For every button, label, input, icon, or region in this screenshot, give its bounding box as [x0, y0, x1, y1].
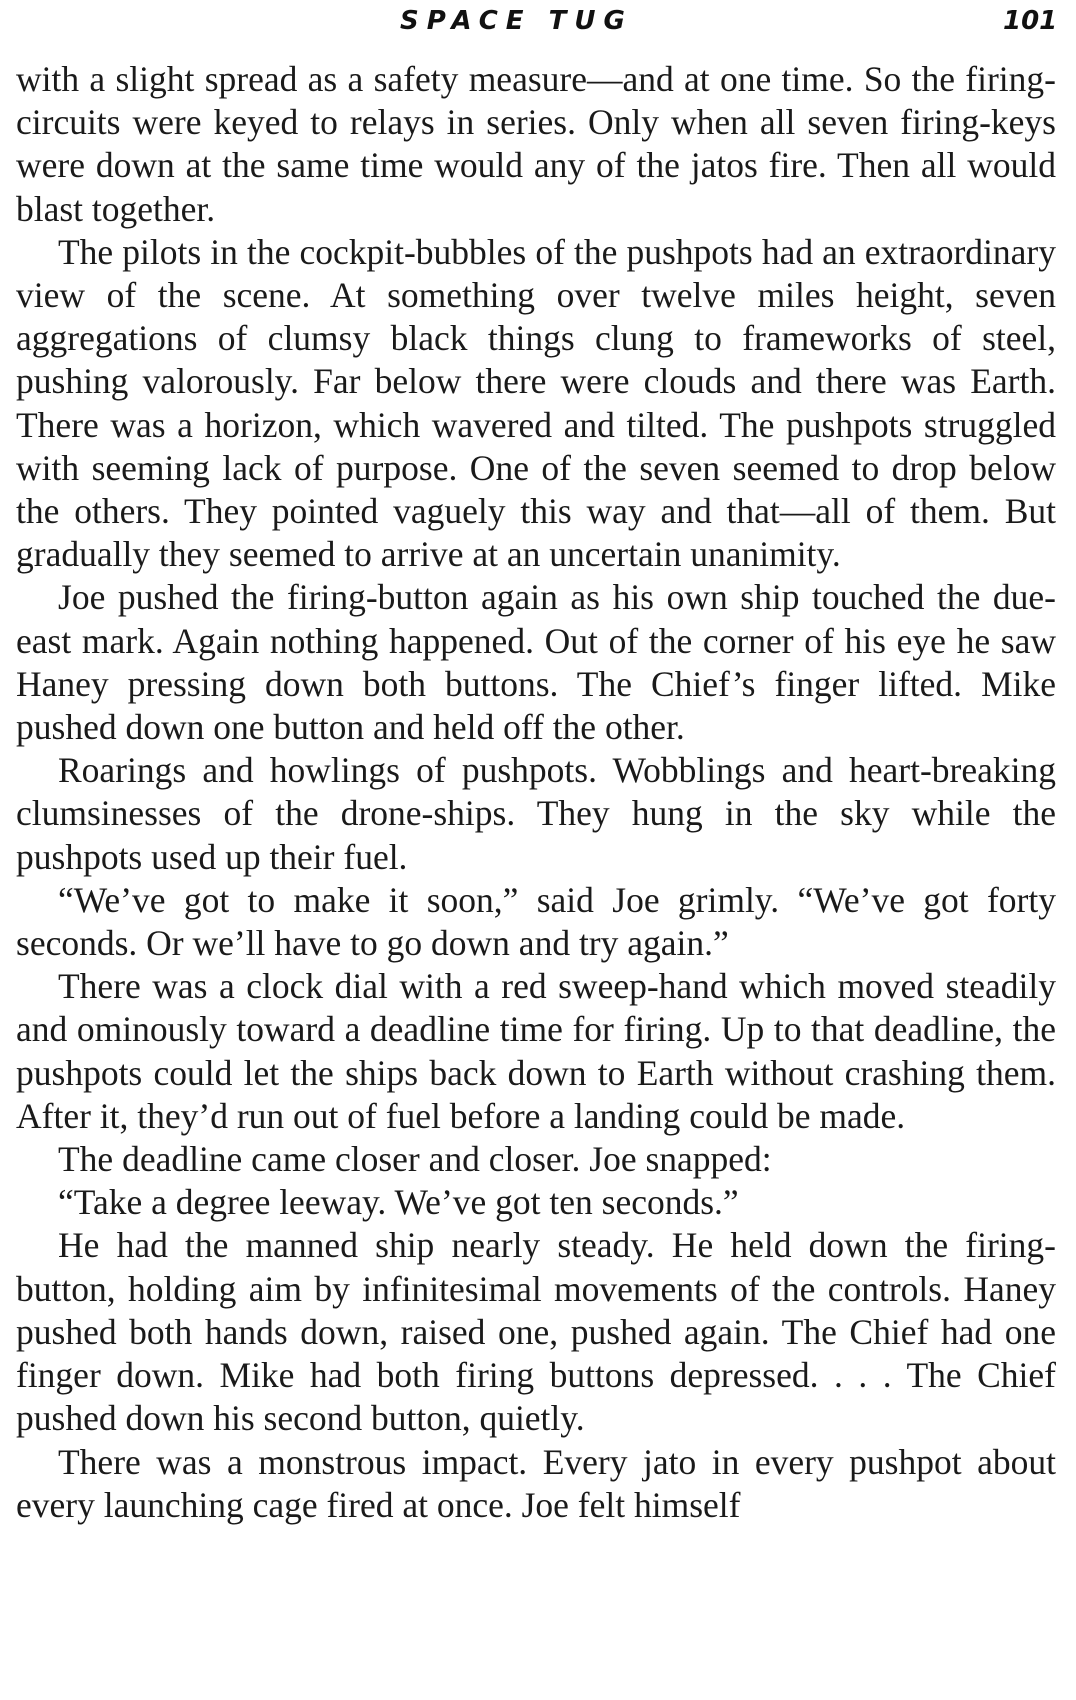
paragraph-3: Joe pushed the firing-button again as his own ship touched the due-east mark. Again nothing happened. Out of the corner of his eye he saw Haney pressing down both buttons. The Chief’s finger lifted. Mike pushed down one button and held off the other.	[16, 577, 1056, 748]
paragraph-5: “We’ve got to make it soon,” said Joe grimly. “We’ve got forty seconds. Or we’ll have to go down and try again.”	[16, 879, 1056, 964]
paragraph-8: “Take a degree leeway. We’ve got ten seconds.”	[58, 1182, 739, 1223]
paragraph-2: The pilots in the cockpit-bubbles of the pushpots had an extraordinary view of the scene. At something over twelve miles height, seven aggregations of clumsy black things clung to frameworks of steel, pushing valorously. Far below there were clouds and there was Earth. There was a horizon, which wavered and tilted. The pushpots struggled with seeming lack of purpose. One of the seven seemed to drop below the others. They pointed vaguely this way and that—all of them. But gradually they seemed to arrive at an uncertain unanimity.	[16, 231, 1056, 575]
paragraph-1: with a slight spread as a safety measure—and at one time. So the firing-circuits were keyed to relays in series. Only when all seven firing-keys were down at the same time would any of the jatos fire. Then all would blast together.	[16, 59, 1056, 229]
paragraph-6: There was a clock dial with a red sweep-hand which moved steadily and ominously toward a deadline time for firing. Up to that deadline, the pushpots could let the ships back down to Earth without crashing them. After it, they’d run out of fuel before a landing could be made.	[16, 966, 1056, 1136]
paragraph-4: Roarings and howlings of pushpots. Wobblings and heart-breaking clumsinesses of the drone-ships. They hung in the sky while the pushpots used up their fuel.	[16, 750, 1056, 877]
page-number: 101	[1003, 6, 1058, 36]
running-title: SPACE TUG	[400, 6, 633, 36]
paragraph-10: There was a monstrous impact. Every jato in every pushpot about every launching cage fired at once. Joe felt himself	[16, 1441, 1056, 1525]
running-head	[0, 6, 1076, 46]
paragraph-9: He had the manned ship nearly steady. He held down the firing-button, holding aim by infinitesimal movements of the controls. Haney pushed both hands down, raised one, pushed again. The Chief had one finger down. Mike had both firing buttons depressed. . . . The Chief pushed down his second button, quietly.	[16, 1225, 1056, 1439]
body-text	[16, 58, 1056, 1527]
paragraph-7: The deadline came closer and closer. Joe snapped:	[58, 1139, 772, 1180]
